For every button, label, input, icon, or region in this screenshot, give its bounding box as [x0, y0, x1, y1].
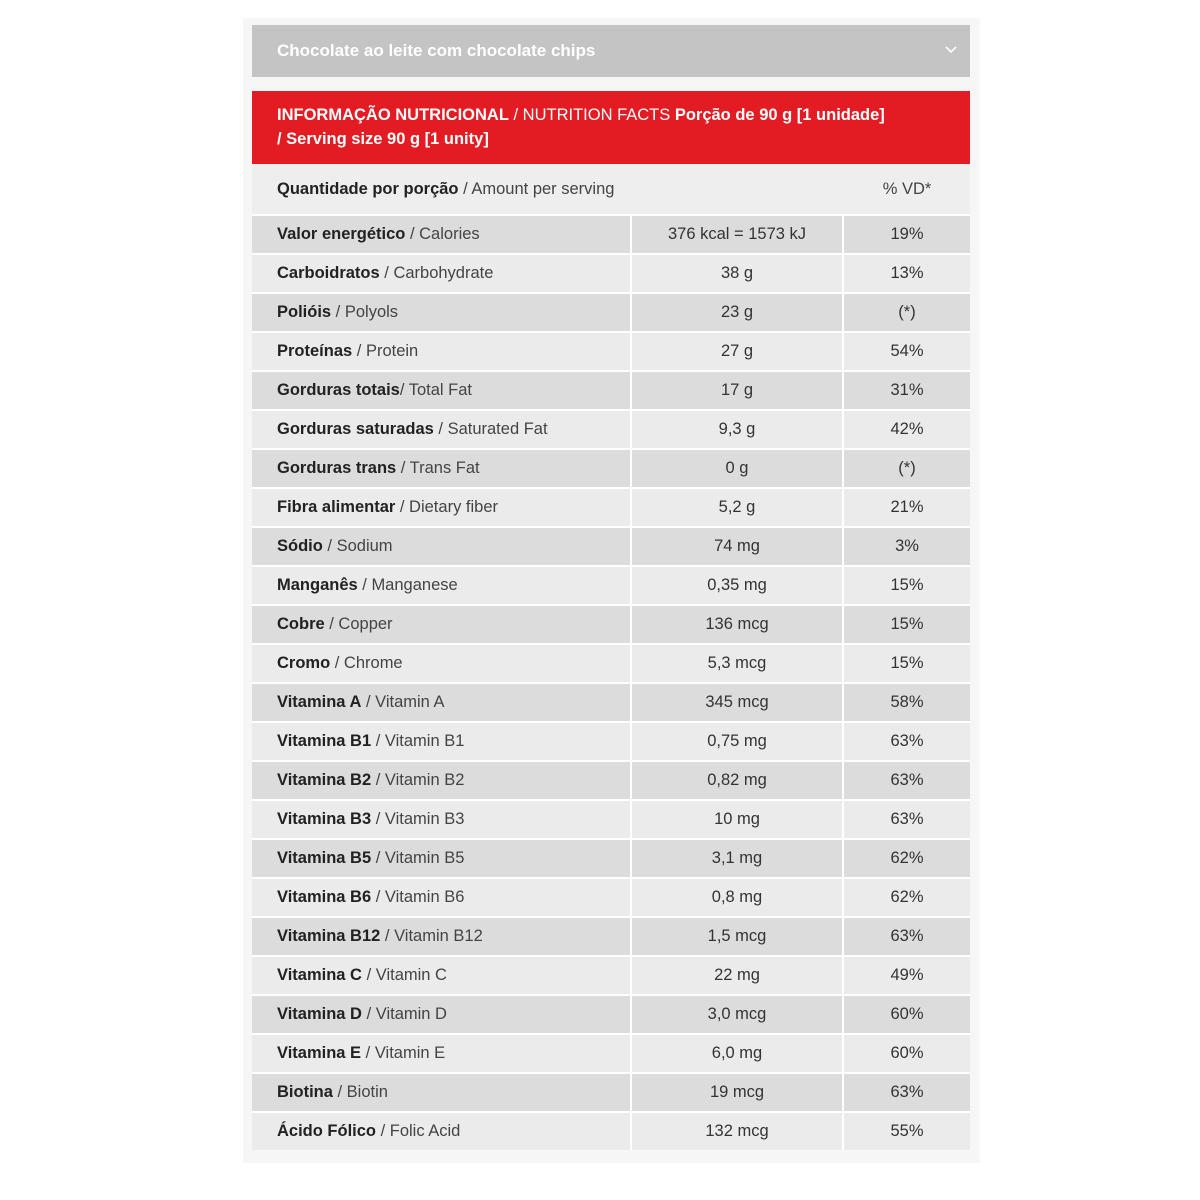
nutrient-quantity: 0 g	[632, 448, 844, 487]
nutrient-name	[252, 487, 632, 526]
table-row	[252, 877, 970, 916]
nutrient-quantity: 1,5 mcg	[632, 916, 844, 955]
nutrient-name	[252, 331, 632, 370]
nutrient-quantity: 132 mcg	[632, 1111, 844, 1150]
nutrient-name	[252, 1033, 632, 1072]
nutrient-quantity: 5,2 g	[632, 487, 844, 526]
nutrient-quantity: 0,82 mg	[632, 760, 844, 799]
nutrient-name	[252, 1111, 632, 1150]
nutrient-name-en: / Protein	[352, 342, 419, 360]
nutrient-name-en: / Chrome	[330, 654, 403, 672]
table-row	[252, 604, 970, 643]
nutrient-name-en: / Manganese	[357, 576, 458, 594]
nutrient-quantity: 19 mcg	[632, 1072, 844, 1111]
nutrient-name-en: / Vitamin B1	[371, 732, 465, 750]
header-title-en: / NUTRITION FACTS	[508, 106, 675, 124]
nutrition-table	[252, 214, 970, 1150]
nutrient-name	[252, 526, 632, 565]
nutrient-name-pt: Valor energético	[277, 225, 406, 243]
nutrient-quantity: 74 mg	[632, 526, 844, 565]
amount-label-pt: Quantidade por porção	[277, 179, 459, 198]
nutrient-name	[252, 1072, 632, 1111]
nutrient-quantity: 17 g	[632, 370, 844, 409]
nutrient-name-en: / Vitamin D	[361, 1005, 447, 1023]
nutrient-name	[252, 214, 632, 253]
table-row	[252, 994, 970, 1033]
nutrient-daily-value: 21%	[844, 487, 970, 526]
nutrient-quantity: 27 g	[632, 331, 844, 370]
header-title-pt: INFORMAÇÃO NUTRICIONAL	[277, 106, 509, 124]
table-row	[252, 916, 970, 955]
table-row	[252, 253, 970, 292]
daily-value-header: % VD*	[882, 179, 932, 198]
nutrient-name-pt: Gorduras trans	[277, 459, 397, 477]
table-row	[252, 214, 970, 253]
nutrient-name-en: / Vitamin B5	[371, 849, 465, 867]
nutrient-quantity: 23 g	[632, 292, 844, 331]
nutrient-name	[252, 448, 632, 487]
nutrient-daily-value: 3%	[844, 526, 970, 565]
nutrient-daily-value: 19%	[844, 214, 970, 253]
nutrient-daily-value: 62%	[844, 838, 970, 877]
flavor-accordion-label: Chocolate ao leite com chocolate chips	[277, 41, 596, 60]
nutrient-daily-value: 15%	[844, 565, 970, 604]
nutrient-quantity: 0,8 mg	[632, 877, 844, 916]
nutrient-name-en: / Total Fat	[399, 381, 473, 399]
nutrient-name-pt: Vitamina B2	[277, 771, 372, 789]
nutrient-name-en: / Dietary fiber	[395, 498, 498, 516]
table-row	[252, 448, 970, 487]
amount-per-serving-label	[252, 180, 844, 199]
nutrient-daily-value: 15%	[844, 604, 970, 643]
nutrient-name-en: / Vitamin B3	[371, 810, 465, 828]
table-row	[252, 526, 970, 565]
nutrient-daily-value: 54%	[844, 331, 970, 370]
nutrient-name-en: / Carbohydrate	[379, 264, 494, 282]
nutrient-quantity: 136 mcg	[632, 604, 844, 643]
nutrient-quantity: 10 mg	[632, 799, 844, 838]
nutrient-daily-value: 63%	[844, 799, 970, 838]
nutrient-name	[252, 799, 632, 838]
nutrient-daily-value: 42%	[844, 409, 970, 448]
nutrient-daily-value: 60%	[844, 994, 970, 1033]
nutrient-name-en: / Vitamin E	[361, 1044, 446, 1062]
nutrient-name-pt: Ácido Fólico	[277, 1122, 376, 1140]
table-row	[252, 799, 970, 838]
flavor-accordion-toggle[interactable]	[252, 25, 970, 77]
table-row	[252, 331, 970, 370]
nutrient-quantity: 9,3 g	[632, 409, 844, 448]
nutrient-daily-value: 55%	[844, 1111, 970, 1150]
nutrient-name	[252, 604, 632, 643]
nutrient-name-en: / Vitamin B6	[371, 888, 465, 906]
nutrient-daily-value: 15%	[844, 643, 970, 682]
nutrient-name-en: / Vitamin B12	[380, 927, 483, 945]
table-row	[252, 643, 970, 682]
nutrient-name-pt: Vitamina B6	[277, 888, 372, 906]
nutrient-name-en: / Vitamin B2	[371, 771, 465, 789]
table-row	[252, 1111, 970, 1150]
nutrient-name-pt: Vitamina B3	[277, 810, 372, 828]
nutrient-quantity: 5,3 mcg	[632, 643, 844, 682]
nutrient-name	[252, 994, 632, 1033]
nutrient-name-pt: Gorduras saturadas	[277, 420, 434, 438]
nutrient-name	[252, 760, 632, 799]
nutrient-name-pt: Gorduras totais	[277, 381, 400, 399]
nutrient-name-pt: Vitamina B5	[277, 849, 372, 867]
table-row	[252, 292, 970, 331]
nutrition-facts-header	[252, 91, 970, 164]
nutrient-name-pt: Manganês	[277, 576, 358, 594]
table-row	[252, 409, 970, 448]
nutrient-daily-value: 58%	[844, 682, 970, 721]
nutrient-name-pt: Vitamina E	[277, 1044, 362, 1062]
nutrient-name-pt: Biotina	[277, 1083, 333, 1101]
nutrient-name-pt: Cobre	[277, 615, 325, 633]
nutrient-name-en: / Saturated Fat	[433, 420, 548, 438]
nutrient-quantity: 0,75 mg	[632, 721, 844, 760]
nutrient-name-en: / Trans Fat	[396, 459, 480, 477]
nutrient-name-en: / Folic Acid	[376, 1122, 461, 1140]
nutrient-name-pt: Polióis	[277, 303, 332, 321]
nutrient-name	[252, 370, 632, 409]
nutrient-name	[252, 955, 632, 994]
nutrient-name-en: / Vitamin A	[361, 693, 445, 711]
nutrient-daily-value: 63%	[844, 916, 970, 955]
header-serving-en: / Serving size 90 g [1 unity]	[277, 130, 489, 148]
header-serving-pt: Porção de 90 g [1 unidade]	[674, 106, 885, 124]
nutrient-name-pt: Sódio	[277, 537, 323, 555]
nutrient-quantity: 0,35 mg	[632, 565, 844, 604]
nutrient-daily-value: 62%	[844, 877, 970, 916]
nutrient-daily-value: 63%	[844, 1072, 970, 1111]
table-row	[252, 370, 970, 409]
table-row	[252, 721, 970, 760]
nutrient-daily-value: 60%	[844, 1033, 970, 1072]
nutrient-name	[252, 838, 632, 877]
nutrient-name-pt: Cromo	[277, 654, 331, 672]
nutrient-name	[252, 721, 632, 760]
nutrient-daily-value: 63%	[844, 760, 970, 799]
nutrient-name-en: / Biotin	[332, 1083, 388, 1101]
nutrient-quantity: 3,0 mcg	[632, 994, 844, 1033]
nutrient-daily-value: 31%	[844, 370, 970, 409]
nutrient-name-en: / Sodium	[322, 537, 393, 555]
table-row	[252, 955, 970, 994]
nutrient-name-pt: Carboidratos	[277, 264, 380, 282]
nutrient-name-pt: Vitamina B1	[277, 732, 372, 750]
nutrient-name-en: / Polyols	[331, 303, 399, 321]
nutrient-name	[252, 253, 632, 292]
nutrient-name-en: / Copper	[324, 615, 393, 633]
nutrient-name-pt: Fibra alimentar	[277, 498, 396, 516]
table-row	[252, 760, 970, 799]
amount-label-en: / Amount per serving	[458, 179, 615, 198]
nutrient-name-en: / Vitamin C	[361, 966, 447, 984]
nutrient-name	[252, 643, 632, 682]
nutrient-daily-value: (*)	[844, 292, 970, 331]
chevron-down-icon[interactable]	[944, 43, 958, 57]
table-row	[252, 838, 970, 877]
table-row	[252, 565, 970, 604]
nutrient-daily-value: 63%	[844, 721, 970, 760]
nutrient-daily-value: 49%	[844, 955, 970, 994]
table-row	[252, 487, 970, 526]
nutrient-name-pt: Proteínas	[277, 342, 353, 360]
nutrient-quantity: 345 mcg	[632, 682, 844, 721]
nutrient-quantity: 22 mg	[632, 955, 844, 994]
nutrient-name-en: / Calories	[405, 225, 480, 243]
nutrient-name-pt: Vitamina D	[277, 1005, 362, 1023]
table-row	[252, 1072, 970, 1111]
nutrient-quantity: 376 kcal = 1573 kJ	[632, 214, 844, 253]
nutrient-name-pt: Vitamina A	[277, 693, 362, 711]
nutrient-name	[252, 682, 632, 721]
nutrient-name	[252, 292, 632, 331]
nutrient-daily-value: 13%	[844, 253, 970, 292]
nutrient-name	[252, 409, 632, 448]
nutrient-daily-value: (*)	[844, 448, 970, 487]
nutrient-quantity: 3,1 mg	[632, 838, 844, 877]
amount-per-serving-row	[252, 164, 970, 214]
nutrient-name-pt: Vitamina B12	[277, 927, 381, 945]
nutrient-name-pt: Vitamina C	[277, 966, 362, 984]
nutrient-name	[252, 877, 632, 916]
nutrient-quantity: 6,0 mg	[632, 1033, 844, 1072]
nutrient-name	[252, 565, 632, 604]
nutrient-quantity: 38 g	[632, 253, 844, 292]
table-row	[252, 682, 970, 721]
table-row	[252, 1033, 970, 1072]
nutrient-name	[252, 916, 632, 955]
